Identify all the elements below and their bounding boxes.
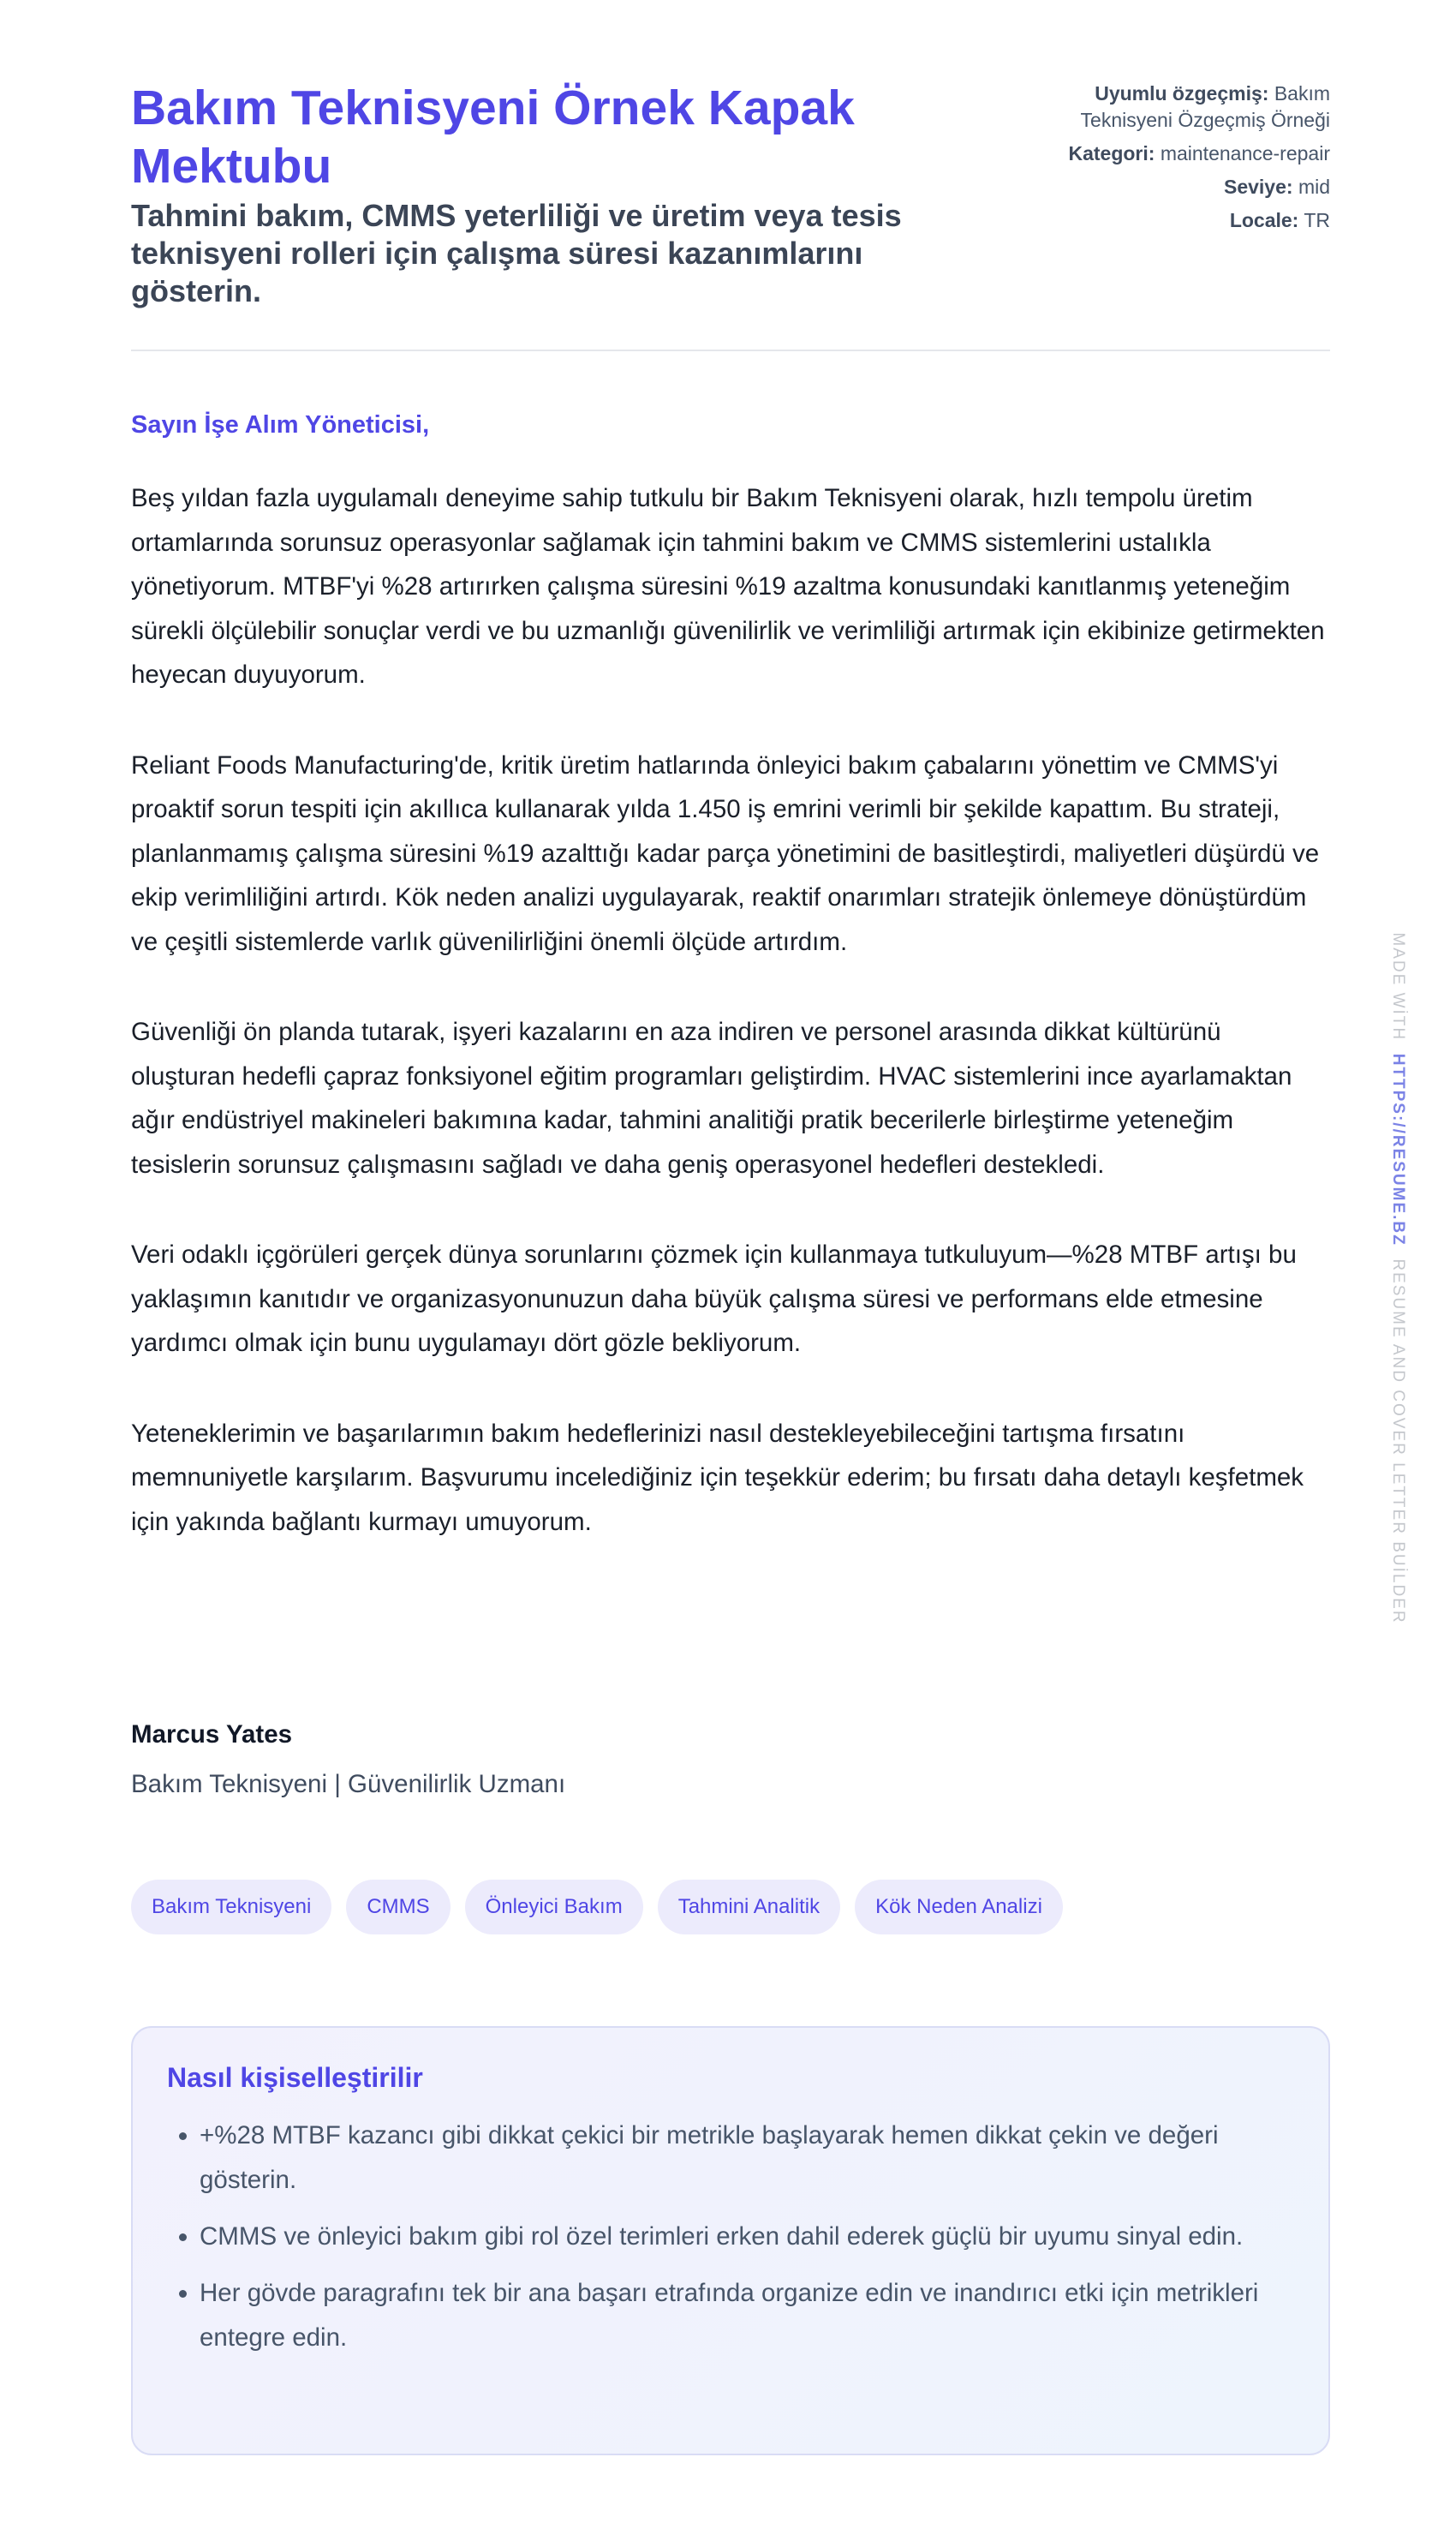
watermark-link[interactable]: HTTPS://RESUME.BZ	[1389, 1053, 1407, 1247]
watermark	[1388, 932, 1407, 1623]
meta-value: maintenance-repair	[1160, 142, 1330, 164]
tip-item: • +%28 MTBF kazancı gibi dikkat çekici bir metrikle başlayarak hemen dikkat çekin ve değeri gösterin.	[200, 2113, 1313, 2203]
meta-info	[1039, 81, 1330, 241]
tag: Tahmini Analitik	[658, 1880, 840, 1934]
signature-title: Bakım Teknisyeni | Güvenilirlik Uzmanı	[131, 1770, 566, 1798]
page-subtitle: Tahmini bakım, CMMS yeterliliği ve üretim veya tesis teknisyeni rolleri için çalışma süresi kazanımlarını gösterin.	[131, 198, 902, 308]
meta-label: Locale:	[1229, 209, 1299, 231]
paragraph: Yeteneklerimin ve başarılarımın bakım hedeflerinizi nasıl destekleyebileceğini tartışma fırsatını memnuniyetle karşılarım. Başvurumu incelediğiniz için teşekkür ederim; bu fırsatı daha detaylı keşfetmek için yakında bağlantı kurmayı umuyorum.	[131, 1419, 1304, 1536]
paragraph: Reliant Foods Manufacturing'de, kritik üretim hatlarında önleyici bakım çabalarını yönettim ve CMMS'yi proaktif sorun tespiti için akıllıca kullanarak yılda 1.450 iş emrini verimli bir şekilde kapattım. Bu strateji, planlanmamış çalışma süresini %19 azalttığı kadar parça yönetimini de basitleştirdi, maliyetleri düşürdü ve ekip verimliliğini artırdı. Kök neden analizi uygulayarak, reaktif onarımları stratejik önlemeye dönüştürdüm ve çeşitli sistemlerde varlık güvenilirliğini önemli ölçüde artırdım.	[131, 750, 1320, 956]
paragraph: Veri odaklı içgörüleri gerçek dünya sorunlarını çözmek için kullanmaya tutkuluyum—%28 MTBF artışı bu yaklaşımın kanıtıdır ve organizasyonunuzun daha büyük çalışma süresi ve performans elde etmesine yardımcı olmak için bunu uygulamayı dört gözle bekliyorum.	[131, 1241, 1297, 1357]
meta-locale	[1039, 207, 1330, 234]
page-title: Bakım Teknisyeni Örnek Kapak Mektubu	[131, 81, 855, 194]
paragraph: Beş yıldan fazla uygulamalı deneyime sahip tutkulu bir Bakım Teknisyeni olarak, hızlı tempolu üretim ortamlarında sorunsuz operasyonlar sağlamak için tahmini bakım ve CMMS sistemlerini ustalıkla yönetiyorum. MTBF'yi %28 artırırken çalışma süresini %19 azaltma konusundaki kanıtlanmış yeteneğim sürekli ölçülebilir sonuçlar verdi ve bu uzmanlığı güvenilirlik ve verimliliği artırmak için ekibinize getirmekten heyecan duyuyorum.	[131, 484, 1325, 689]
tips-list	[167, 2113, 1313, 2372]
meta-label: Kategori:	[1068, 142, 1155, 164]
tag: Kök Neden Analizi	[855, 1880, 1063, 1934]
tips-heading: Nasıl kişiselleştirilir	[167, 2062, 423, 2093]
meta-label: Uyumlu özgeçmiş:	[1095, 82, 1269, 105]
tip-item: • CMMS ve önleyici bakım gibi rol özel terimleri erken dahil ederek güçlü bir uyumu sinyal edin.	[200, 2215, 1313, 2259]
header	[131, 0, 1330, 351]
tip-item: • Her gövde paragrafını tek bir ana başarı etrafında organize edin ve inandırıcı etki için metrikleri entegre edin.	[200, 2271, 1313, 2360]
meta-category	[1039, 140, 1330, 167]
tips-box	[131, 2026, 1330, 2455]
salutation: Sayın İşe Alım Yöneticisi,	[131, 411, 430, 439]
tag: CMMS	[346, 1880, 450, 1934]
watermark-suffix: RESUME AND COVER LETTER BUİLDER	[1389, 1259, 1407, 1624]
meta-level	[1039, 174, 1330, 200]
tag: Bakım Teknisyeni	[131, 1880, 331, 1934]
tag-list	[131, 1880, 1063, 1934]
watermark-prefix: MADE WİTH	[1389, 932, 1407, 1042]
meta-resume	[1039, 81, 1330, 134]
letter-body	[131, 476, 1330, 1590]
cover-letter-page	[131, 0, 1330, 2352]
tag: Önleyici Bakım	[465, 1880, 643, 1934]
meta-value: mid	[1298, 176, 1330, 198]
meta-value: TR	[1304, 209, 1330, 231]
paragraph: Güvenliği ön planda tutarak, işyeri kazalarını en aza indiren ve personel arasında dikkat kültürünü oluşturan hedefli çapraz fonksiyonel eğitim programları geliştirdim. HVAC sistemlerini ince ayarlamaktan ağır endüstriyel makineleri bakımına kadar, tahmini analitiği pratik becerilerle birleştirme yeteneğim tesislerin sorunsuz çalışmasını sağladı ve daha geniş operasyonel hedefleri destekledi.	[131, 1018, 1292, 1179]
meta-label: Seviye:	[1223, 176, 1293, 198]
signature-name: Marcus Yates	[131, 1720, 293, 1749]
meta-value: Bakım Teknisyeni Özgeçmiş Örneği	[1080, 82, 1330, 131]
